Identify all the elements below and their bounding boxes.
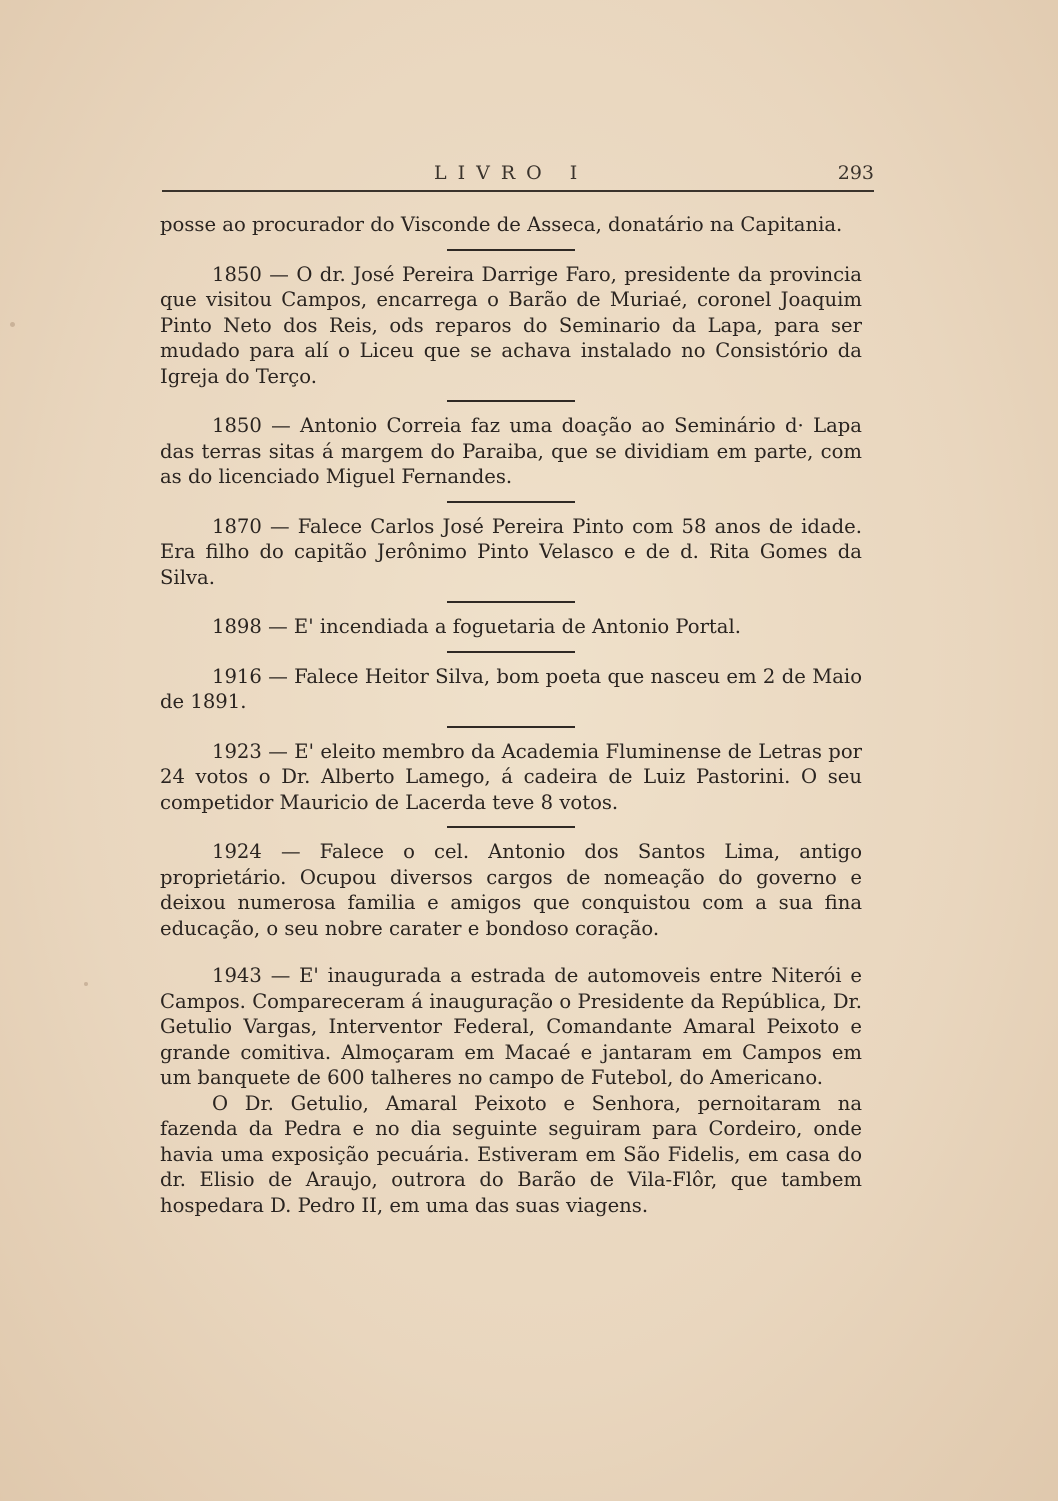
entry-1923-election: 1923 — E' eleito membro da Academia Fluminense de Letras por 24 votos o Dr. Alberto Lamego, á cadeira de Luiz Pastorini. O seu competidor Mauricio de Lacerda teve 8 votos.: [160, 739, 862, 814]
entry-1916-death: 1916 — Falece Heitor Silva, bom poeta que nasceu em 2 de Maio de 1891.: [160, 664, 862, 713]
body-text: [160, 212, 862, 1218]
paper-stain: [10, 322, 15, 327]
entry-1924-death: 1924 — Falece o cel. Antonio dos Santos Lima, antigo proprietário. Ocupou diversos cargos de nomeação do governo e deixou numerosa familia e amigos que conquistou com a sua fina educação, o seu nobre carater e bondoso coração.: [160, 840, 862, 940]
entry-separator: [447, 826, 575, 828]
entry-1898-fire: 1898 — E' incendiada a foguetaria de Antonio Portal.: [212, 615, 741, 638]
paper-stain: [84, 982, 88, 986]
entry-separator: [447, 501, 575, 503]
entry-1870-death: 1870 — Falece Carlos José Pereira Pinto com 58 anos de idade. Era filho do capitão Jerônimo Pinto Velasco e de d. Rita Gomes da Silva.: [160, 514, 862, 589]
entry-1850-land-donation: 1850 — Antonio Correia faz uma doação ao Seminário d· Lapa das terras sitas á margem do Paraiba, que se dividiam em parte, com as do licenciado Miguel Fernandes.: [160, 414, 862, 488]
entry-separator: [447, 601, 575, 603]
running-title: LIVRO I: [434, 162, 589, 184]
entry-1943-road-inauguration: 1943 — E' inaugurada a estrada de automoveis entre Niterói e Campos. Compareceram á inauguração o Presidente da República, Dr. Getulio Vargas, Interventor Federal, Comandante Amaral Peixoto e grande comitiva. Almoçaram em Macaé e jantaram em Campos em um banquete de 600 talheres no campo de Futebol, do Americano.: [160, 964, 862, 1089]
entry-separator: [447, 249, 575, 251]
blank-space: [160, 941, 862, 963]
entry-1943-continuation: O Dr. Getulio, Amaral Peixoto e Senhora, pernoitaram na fazenda da Pedra e no dia seguinte seguiram para Cordeiro, onde havia uma exposição pecuária. Estiveram em São Fidelis, em casa do dr. Elisio de Araujo, outrora do Barão de Vila-Flôr, que tambem hospedara D. Pedro II, em uma das suas viagens.: [160, 1091, 862, 1217]
paragraph-continuation: posse ao procurador do Visconde de Asseca, donatário na Capitania.: [160, 213, 843, 236]
entry-separator: [447, 726, 575, 728]
page-number: 293: [837, 162, 874, 184]
page-header: [162, 160, 874, 192]
entry-1850-seminary-renovation: 1850 — O dr. José Pereira Darrige Faro, presidente da provincia que visitou Campos, encarrega o Barão de Muriaé, coronel Joaquim Pinto Neto dos Reis, ods reparos do Seminario da Lapa, para ser mudado para alí o Liceu que se achava instalado no Consistório da Igreja do Terço.: [160, 262, 862, 388]
entry-separator: [447, 651, 575, 653]
entry-separator: [447, 400, 575, 402]
